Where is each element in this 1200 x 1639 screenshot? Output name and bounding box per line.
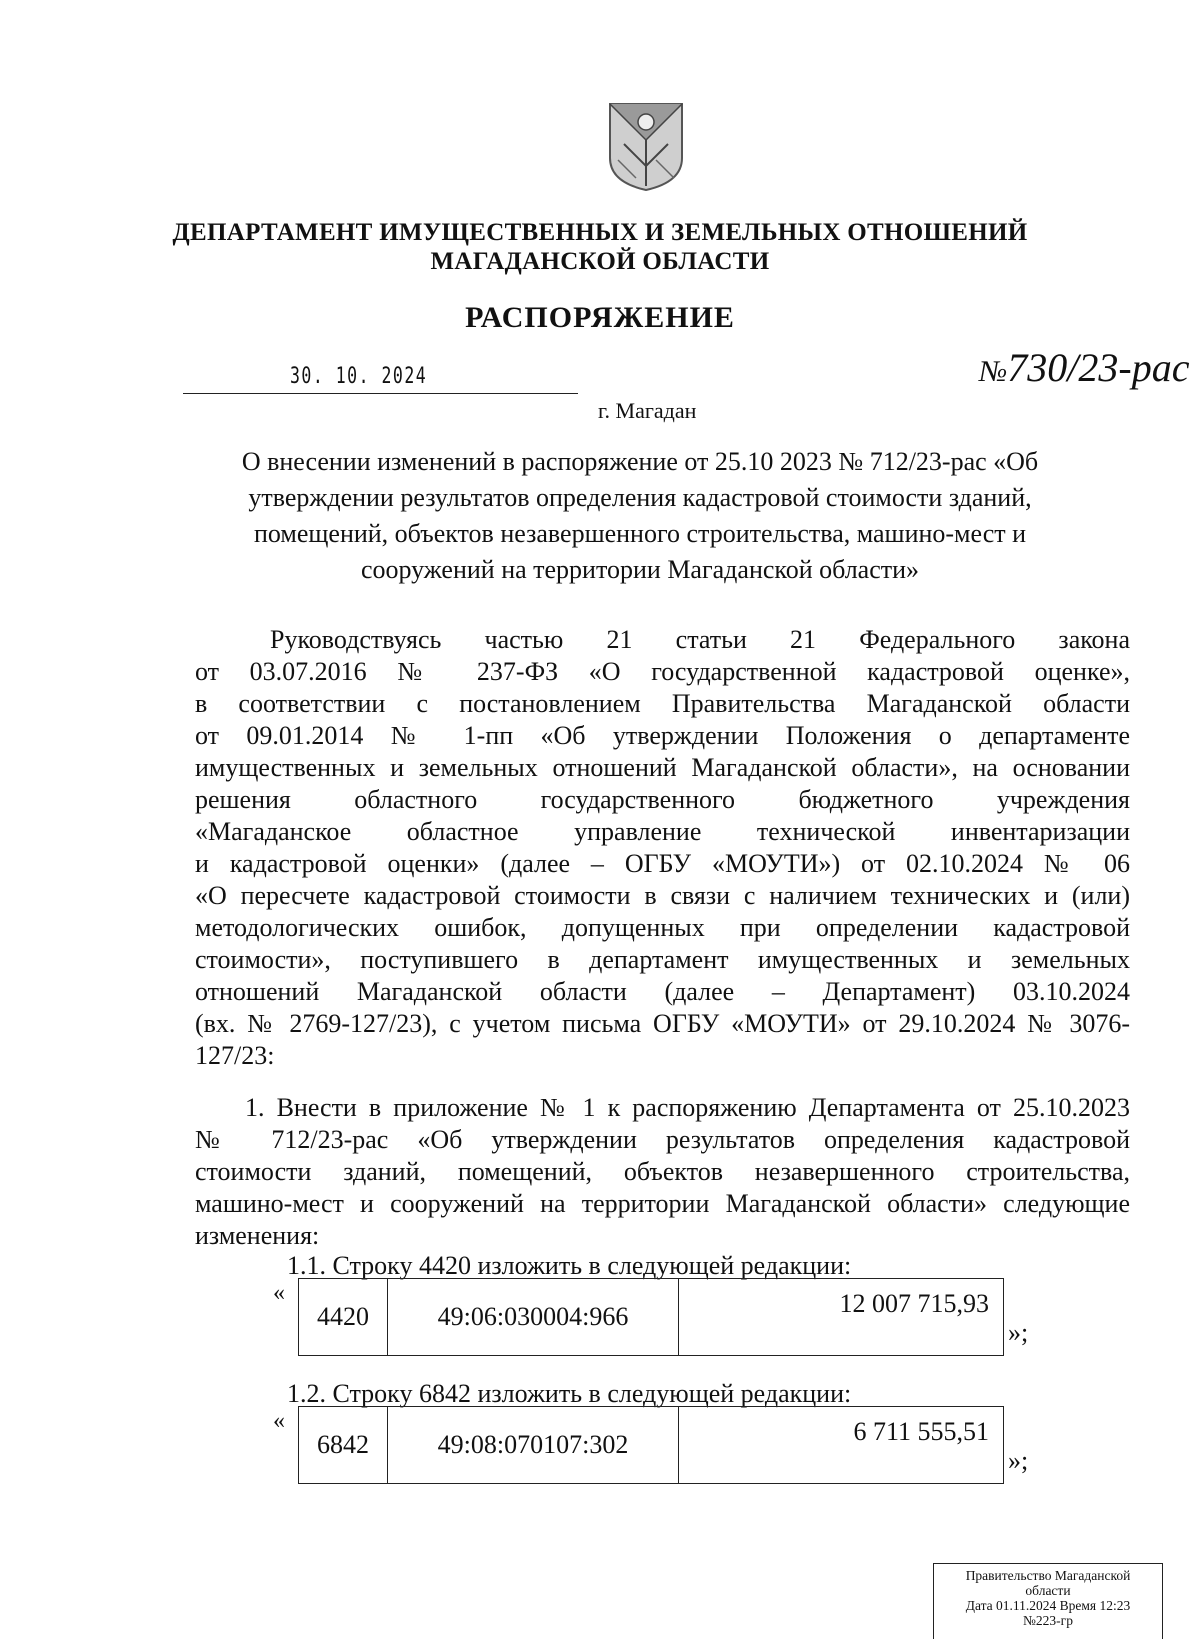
cadastral-value-cell: 12 007 715,93 — [679, 1279, 1004, 1356]
coat-of-arms-icon — [606, 100, 686, 192]
item1-line: машино-мест и сооружений на территории Магаданской области» следующие — [195, 1189, 1130, 1218]
close-quote: »; — [1008, 1318, 1029, 1347]
handwritten-number: 730/23-рас — [1007, 345, 1190, 390]
number-prefix: № — [979, 355, 1008, 388]
stamp-line: области — [1025, 1583, 1071, 1598]
cadastral-number-cell: 49:06:030004:966 — [388, 1279, 679, 1356]
open-quote: « — [273, 1408, 285, 1434]
subitem-text: 1.1. Строку 4420 изложить в следующей редакции: — [287, 1251, 852, 1280]
subject-line: О внесении изменений в распоряжение от 25.10 2023 № 712/23-рас «Об — [241, 447, 1039, 476]
document-type-title: РАСПОРЯЖЕНИЕ — [465, 301, 735, 334]
close-quote: »; — [1008, 1446, 1029, 1475]
subject-line: сооружений на территории Магаданской области» — [360, 555, 920, 584]
item1-line: изменения: — [195, 1221, 320, 1250]
document-number — [979, 344, 1189, 391]
subject-line: помещений, объектов незавершенного строительства, машино-мест и — [253, 519, 1027, 548]
open-quote: « — [273, 1280, 285, 1306]
registration-stamp — [933, 1563, 1163, 1639]
organization-name-line2: МАГАДАНСКОЙ ОБЛАСТИ — [430, 248, 770, 275]
row-number-cell: 4420 — [299, 1279, 388, 1356]
cadastral-value-cell: 6 711 555,51 — [679, 1407, 1004, 1484]
preamble-line: и кадастровой оценки» (далее – ОГБУ «МОУТИ») от 02.10.2024 № 06 — [195, 849, 1130, 878]
document-date: 30. 10. 2024 — [290, 364, 428, 389]
date-underline — [183, 393, 578, 394]
preamble-line: имущественных и земельных отношений Магаданской области», на основании — [195, 753, 1130, 782]
preamble-line: 127/23: — [195, 1041, 275, 1070]
replacement-row-table — [298, 1406, 1004, 1484]
preamble-line: (вх. № 2769-127/23), с учетом письма ОГБУ «МОУТИ» от 29.10.2024 № 3076- — [195, 1009, 1130, 1038]
item1-line: 1. Внести в приложение № 1 к распоряжению Департамента от 25.10.2023 — [245, 1093, 1130, 1122]
item1-line: стоимости зданий, помещений, объектов незавершенного строительства, — [195, 1157, 1130, 1186]
preamble-line: «Магаданское областное управление технической инвентаризации — [195, 817, 1130, 846]
row-number-cell: 6842 — [299, 1407, 388, 1484]
subitem-text: 1.2. Строку 6842 изложить в следующей редакции: — [287, 1379, 852, 1408]
cadastral-number-cell: 49:08:070107:302 — [388, 1407, 679, 1484]
preamble-line: от 09.01.2014 № 1-пп «Об утверждении Положения о департаменте — [195, 721, 1130, 750]
stamp-line: №223-гр — [1023, 1613, 1073, 1628]
stamp-line: Дата 01.11.2024 Время 12:23 — [965, 1598, 1131, 1613]
preamble-line: решения областного государственного бюджетного учреждения — [195, 785, 1130, 814]
preamble-line: стоимости», поступившего в департамент имущественных и земельных — [195, 945, 1130, 974]
preamble-line: в соответствии с постановлением Правительства Магаданской области — [195, 689, 1130, 718]
table-row — [299, 1407, 1004, 1484]
preamble-line: от 03.07.2016 № 237-ФЗ «О государственной кадастровой оценке», — [195, 657, 1130, 686]
replacement-row-table — [298, 1278, 1004, 1356]
item1-line: № 712/23-рас «Об утверждении результатов определения кадастровой — [195, 1125, 1130, 1154]
preamble-line: методологических ошибок, допущенных при определении кадастровой — [195, 913, 1130, 942]
preamble-line: «О пересчете кадастровой стоимости в связи с наличием технических и (или) — [195, 881, 1130, 910]
table-row — [299, 1279, 1004, 1356]
preamble-line: Руководствуясь частью 21 статьи 21 Федерального закона — [270, 625, 1130, 654]
stamp-line: Правительство Магаданской — [965, 1568, 1131, 1583]
preamble-line: отношений Магаданской области (далее – Департамент) 03.10.2024 — [195, 977, 1130, 1006]
subject-line: утверждении результатов определения кадастровой стоимости зданий, — [248, 483, 1032, 512]
city: г. Магадан — [598, 398, 697, 423]
organization-name-line1: ДЕПАРТАМЕНТ ИМУЩЕСТВЕННЫХ И ЗЕМЕЛЬНЫХ ОТНОШЕНИЙ — [172, 219, 1028, 246]
